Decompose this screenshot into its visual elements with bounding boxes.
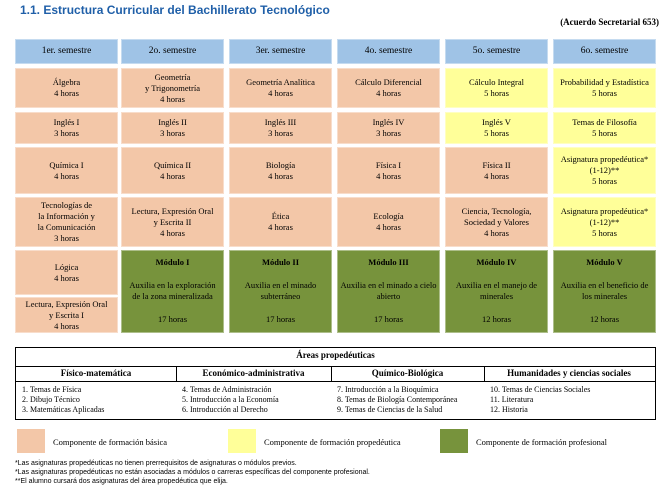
area-subject: 8. Temas de Biología Contemporánea	[337, 395, 458, 404]
subject-hours: 3 horas	[54, 128, 79, 138]
area-subject: 10. Temas de Ciencias Sociales	[490, 385, 591, 394]
subject-cell	[121, 112, 224, 144]
subject-cell	[15, 297, 118, 333]
subject-hours: 4 horas	[376, 170, 401, 181]
area-subject: 4. Temas de Administración	[182, 385, 272, 394]
subject-cell	[229, 112, 332, 144]
legend-label: Componente de formación básica	[53, 437, 168, 447]
module-hours: 17 horas	[157, 314, 188, 324]
module-hours: 17 horas	[265, 314, 296, 324]
area-column	[484, 366, 654, 419]
module-title: Módulo II	[261, 257, 300, 267]
areas-title: Áreas propedéuticas	[296, 350, 375, 360]
subject-name: Asignatura propedéutica* (1-12)**	[560, 154, 649, 175]
subject-cell	[121, 197, 224, 247]
subject-hours: 4 horas	[484, 227, 509, 238]
subject-hours: 4 horas	[376, 222, 401, 232]
module-title: Módulo V	[586, 257, 623, 267]
subject-name: Inglés II	[158, 117, 187, 127]
subject-name: Química I	[49, 159, 84, 170]
subject-cell	[229, 68, 332, 108]
module-hours: 17 horas	[373, 314, 404, 324]
module-description: Auxilia en la exploración de la zona mineralizada	[129, 280, 216, 301]
subject-name: Asignatura propedéutica* (1-12)**	[560, 205, 649, 227]
area-subject-list	[337, 385, 457, 415]
area-column	[331, 366, 484, 419]
subject-hours: 3 horas	[268, 128, 293, 138]
area-subject: 2. Dibujo Técnico	[22, 395, 80, 404]
legend-swatch	[440, 429, 468, 453]
subject-cell	[445, 68, 548, 108]
subject-cell	[15, 147, 118, 194]
agreement-reference: (Acuerdo Secretarial 653)	[560, 17, 659, 27]
subject-name: Física I	[375, 159, 402, 170]
subject-hours: 4 horas	[54, 88, 79, 98]
subject-name: Ética	[271, 211, 290, 221]
subject-hours: 4 horas	[54, 170, 79, 181]
subject-cell	[445, 197, 548, 247]
area-subject-list	[490, 385, 590, 415]
area-name: Humanidades y ciencias sociales	[507, 368, 631, 378]
subject-hours: 4 horas	[160, 227, 185, 238]
subject-hours: 4 horas	[160, 93, 185, 104]
subject-cell	[15, 112, 118, 144]
module-title: Módulo III	[368, 257, 409, 267]
subject-hours: 5 horas	[592, 176, 617, 186]
subject-hours: 4 horas	[484, 170, 509, 181]
subject-name: Lectura, Expresión Oral y Escrita I	[25, 298, 108, 320]
module-cell	[229, 250, 332, 333]
subject-hours: 3 horas	[160, 128, 185, 138]
module-hours: 12 horas	[481, 314, 512, 324]
module-description: Auxilia en el minado a cielo abierto	[340, 280, 437, 301]
subject-cell	[337, 197, 440, 247]
semester-header: 1er. semestre	[15, 39, 118, 64]
area-subject: 5. Introducción a la Economía	[182, 395, 279, 404]
legend-swatch	[228, 429, 256, 453]
subject-cell	[553, 112, 656, 144]
subject-name: Probabilidad y Estadística	[560, 77, 649, 87]
subject-cell	[553, 68, 656, 108]
semester-header: 2o. semestre	[121, 39, 224, 64]
subject-name: Física II	[482, 159, 511, 170]
module-title: Módulo I	[155, 257, 190, 267]
legend-label: Componente de formación propedéutica	[264, 437, 401, 447]
subject-hours: 4 horas	[376, 88, 401, 98]
subject-hours: 4 horas	[268, 222, 293, 232]
area-column	[16, 366, 176, 419]
subject-hours: 3 horas	[54, 233, 79, 243]
module-description: Auxilia en el minado subterráneo	[244, 280, 317, 301]
subject-cell	[15, 68, 118, 108]
area-subject-list	[22, 385, 104, 415]
module-cell	[445, 250, 548, 333]
subject-hours: 4 horas	[268, 170, 293, 181]
subject-cell	[229, 147, 332, 194]
propedeutic-areas-table	[15, 347, 656, 420]
area-subject: 11. Literatura	[490, 395, 534, 404]
subject-hours: 5 horas	[592, 88, 617, 98]
footnote: **El alumno cursará dos asignaturas del área propedéutica que elija.	[15, 478, 228, 485]
subject-name: Química II	[153, 159, 192, 170]
module-hours: 12 horas	[589, 314, 620, 324]
subject-name: Geometría y Trigonometría	[144, 71, 201, 93]
module-description: Auxilia en el beneficio de los minerales	[560, 280, 649, 301]
footnote: *Las asignaturas propedéuticas no tienen prerrequisitos de asignaturas o módulos previos.	[15, 460, 297, 467]
subject-cell	[337, 68, 440, 108]
subject-cell	[337, 112, 440, 144]
subject-name: Inglés IV	[372, 117, 405, 127]
subject-name: Ciencia, Tecnología, Sociedad y Valores	[461, 205, 532, 227]
subject-name: Cálculo Diferencial	[355, 77, 422, 87]
subject-cell	[229, 197, 332, 247]
footnote: *Las asignaturas propedéuticas no están asociadas a módulos o carreras específicas del componente profesional.	[15, 469, 370, 476]
subject-hours: 4 horas	[268, 88, 293, 98]
subject-cell	[121, 147, 224, 194]
area-subject: 7. Introducción a la Bioquímica	[337, 385, 439, 394]
subject-hours: 5 horas	[592, 128, 617, 138]
area-column	[176, 366, 331, 419]
legend-label: Componente de formación profesional	[476, 437, 608, 447]
subject-name: Lectura, Expresión Oral y Escrita II	[131, 205, 214, 227]
subject-name: Biología	[265, 159, 296, 170]
module-cell	[337, 250, 440, 333]
area-subject: 6. Introducción al Derecho	[182, 405, 268, 414]
subject-name: Álgebra	[52, 77, 81, 87]
subject-name: Ecología	[373, 211, 404, 221]
subject-cell	[445, 112, 548, 144]
subject-cell	[15, 250, 118, 295]
module-cell	[121, 250, 224, 333]
subject-hours: 5 horas	[484, 88, 509, 98]
page-title: 1.1. Estructura Curricular del Bachillerato Tecnológico	[20, 3, 330, 17]
area-name: Económico-administrativa	[202, 368, 305, 378]
subject-cell	[553, 197, 656, 247]
subject-hours: 4 horas	[54, 320, 79, 331]
subject-name: Tecnologías de la Información y la Comunicación	[37, 200, 96, 232]
area-name: Físico-matemática	[60, 368, 132, 378]
area-subject: 3. Matemáticas Aplicadas	[22, 405, 105, 414]
subject-name: Inglés I	[53, 117, 80, 127]
semester-header: 4o. semestre	[337, 39, 440, 64]
subject-name: Geometría Analítica	[246, 77, 315, 87]
subject-cell	[337, 147, 440, 194]
area-subject-list	[182, 385, 279, 415]
subject-cell	[121, 68, 224, 108]
legend-swatch	[17, 429, 45, 453]
module-title: Módulo IV	[476, 257, 517, 267]
area-name: Químico-Biológica	[371, 368, 444, 378]
semester-header: 5o. semestre	[445, 39, 548, 64]
subject-cell	[553, 147, 656, 194]
semester-header: 3er. semestre	[229, 39, 332, 64]
subject-name: Temas de Filosofía	[572, 117, 637, 127]
module-description: Auxilia en el manejo de minerales	[455, 280, 538, 301]
subject-hours: 4 horas	[54, 272, 79, 283]
subject-name: Lógica	[54, 261, 79, 272]
module-cell	[553, 250, 656, 333]
subject-name: Inglés V	[482, 117, 511, 127]
area-subject: 1. Temas de Física	[22, 385, 82, 394]
subject-cell	[15, 197, 118, 247]
subject-name: Inglés III	[264, 117, 297, 127]
area-subject: 9. Temas de Ciencias de la Salud	[337, 405, 443, 414]
subject-hours: 5 horas	[592, 227, 617, 238]
area-subject: 12. Historia	[490, 405, 528, 414]
subject-hours: 4 horas	[160, 170, 185, 181]
subject-name: Cálculo Integral	[469, 77, 524, 87]
subject-hours: 3 horas	[376, 128, 401, 138]
subject-cell	[445, 147, 548, 194]
footnotes	[15, 459, 370, 486]
subject-hours: 5 horas	[484, 128, 509, 138]
semester-header: 6o. semestre	[553, 39, 656, 64]
